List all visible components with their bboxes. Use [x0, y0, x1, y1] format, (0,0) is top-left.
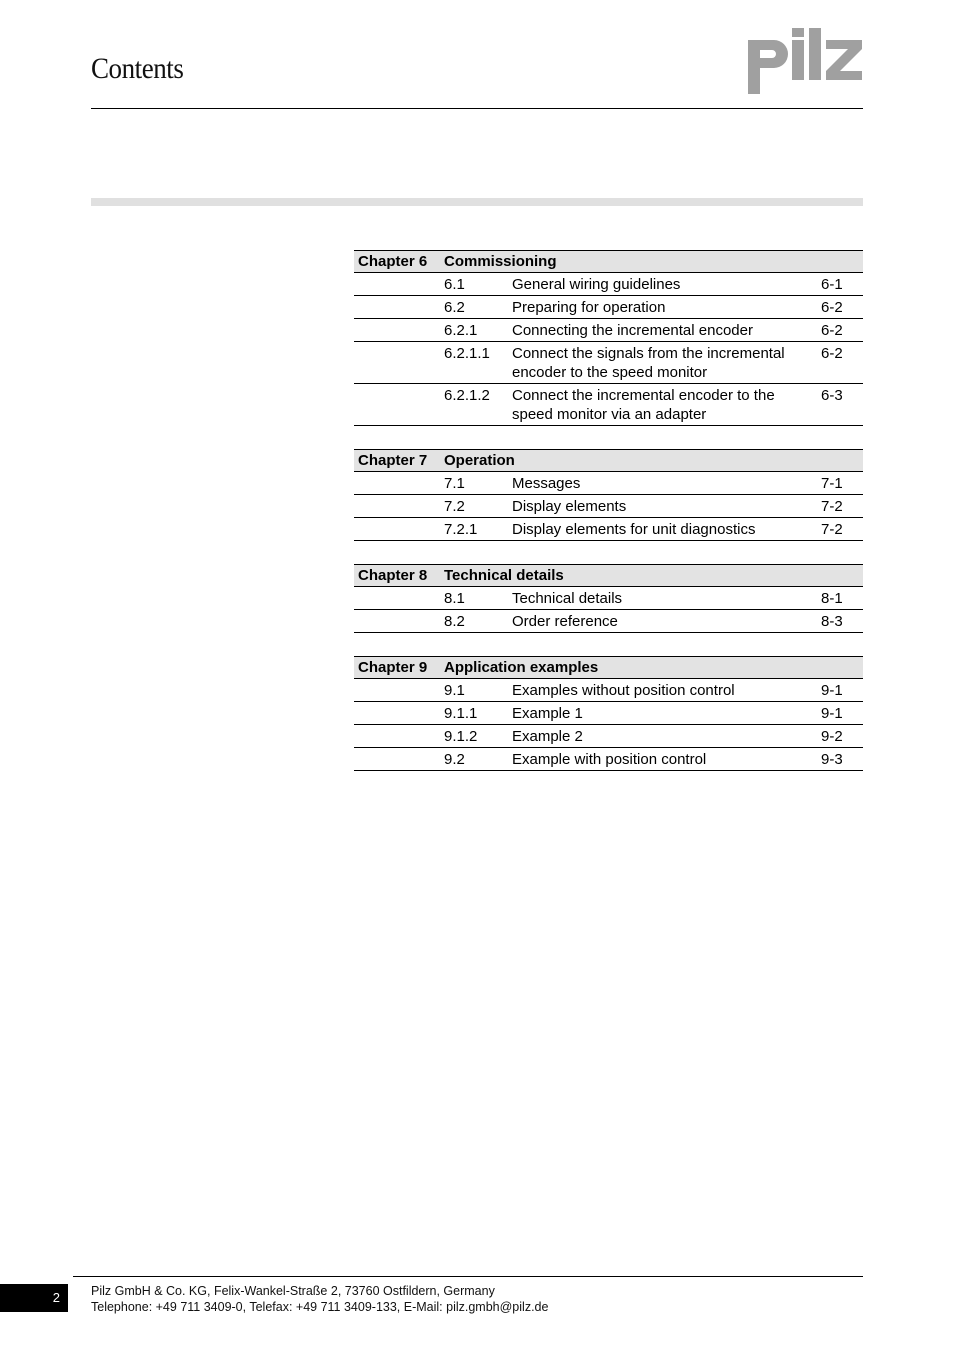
toc-entry-text: Example 1 — [508, 702, 817, 725]
toc-entry-text: Order reference — [508, 610, 817, 633]
toc-entry-page: 8-1 — [817, 587, 863, 610]
toc-entry-page: 9-1 — [817, 702, 863, 725]
page-title: Contents — [91, 52, 184, 85]
chapter-heading-row — [354, 565, 863, 587]
toc-entry-text: General wiring guidelines — [508, 273, 817, 296]
section-band — [91, 198, 863, 206]
toc-entry-number: 9.2 — [440, 748, 508, 771]
table-of-contents — [354, 250, 863, 794]
toc-entry-number: 6.2.1 — [440, 319, 508, 342]
toc-entry-spacer — [354, 273, 440, 296]
toc-entry-text: Connect the signals from the incremental encoder to the speed monitor — [508, 342, 817, 384]
toc-entry-row[interactable] — [354, 725, 863, 748]
toc-entry-page: 7-1 — [817, 472, 863, 495]
toc-entry-row[interactable] — [354, 296, 863, 319]
toc-entry-row[interactable] — [354, 610, 863, 633]
toc-entry-row[interactable] — [354, 518, 863, 541]
toc-entry-spacer — [354, 748, 440, 771]
toc-entry-row[interactable] — [354, 342, 863, 384]
toc-entry-page: 7-2 — [817, 518, 863, 541]
chapter-table — [354, 564, 863, 633]
toc-entry-text: Messages — [508, 472, 817, 495]
toc-entry-number: 6.2 — [440, 296, 508, 319]
toc-entry-spacer — [354, 296, 440, 319]
toc-entry-spacer — [354, 495, 440, 518]
pilz-logo — [746, 26, 866, 96]
chapter-title: Application examples — [440, 657, 863, 679]
toc-entry-text: Example with position control — [508, 748, 817, 771]
toc-entry-row[interactable] — [354, 384, 863, 426]
toc-entry-text: Example 2 — [508, 725, 817, 748]
toc-entry-page: 6-1 — [817, 273, 863, 296]
toc-entry-row[interactable] — [354, 273, 863, 296]
toc-entry-row[interactable] — [354, 748, 863, 771]
chapter-title: Operation — [440, 450, 863, 472]
chapter-title: Technical details — [440, 565, 863, 587]
toc-entry-row[interactable] — [354, 495, 863, 518]
toc-entry-spacer — [354, 518, 440, 541]
toc-entry-row[interactable] — [354, 472, 863, 495]
toc-entry-number: 7.1 — [440, 472, 508, 495]
footer-contact: Telephone: +49 711 3409-0, Telefax: +49 711 3409-133, E-Mail: pilz.gmbh@pilz.de — [91, 1300, 549, 1314]
toc-entry-number: 9.1 — [440, 679, 508, 702]
toc-entry-number: 8.2 — [440, 610, 508, 633]
toc-entry-spacer — [354, 587, 440, 610]
chapter-table — [354, 449, 863, 541]
toc-entry-page: 6-2 — [817, 296, 863, 319]
toc-entry-spacer — [354, 679, 440, 702]
chapter-heading-row — [354, 450, 863, 472]
header-rule — [91, 108, 863, 109]
toc-entry-number: 9.1.2 — [440, 725, 508, 748]
toc-entry-row[interactable] — [354, 679, 863, 702]
toc-entry-row[interactable] — [354, 702, 863, 725]
toc-entry-page: 6-2 — [817, 342, 863, 384]
chapter-label: Chapter 9 — [354, 657, 440, 679]
chapter-title: Commissioning — [440, 251, 863, 273]
toc-entry-number: 6.1 — [440, 273, 508, 296]
chapter-label: Chapter 7 — [354, 450, 440, 472]
toc-entry-page: 9-2 — [817, 725, 863, 748]
toc-entry-page: 9-3 — [817, 748, 863, 771]
toc-entry-number: 9.1.1 — [440, 702, 508, 725]
toc-entry-text: Display elements — [508, 495, 817, 518]
chapter-heading-row — [354, 251, 863, 273]
toc-entry-number: 7.2.1 — [440, 518, 508, 541]
toc-entry-row[interactable] — [354, 587, 863, 610]
toc-entry-spacer — [354, 342, 440, 384]
toc-entry-page: 8-3 — [817, 610, 863, 633]
toc-entry-spacer — [354, 472, 440, 495]
toc-entry-number: 8.1 — [440, 587, 508, 610]
chapter-label: Chapter 8 — [354, 565, 440, 587]
toc-entry-text: Display elements for unit diagnostics — [508, 518, 817, 541]
toc-entry-spacer — [354, 702, 440, 725]
toc-entry-text: Technical details — [508, 587, 817, 610]
chapter-table — [354, 656, 863, 771]
toc-entry-text: Examples without position control — [508, 679, 817, 702]
toc-entry-row[interactable] — [354, 319, 863, 342]
toc-entry-number: 6.2.1.1 — [440, 342, 508, 384]
chapter-label: Chapter 6 — [354, 251, 440, 273]
footer-text — [91, 1283, 548, 1315]
toc-entry-text: Preparing for operation — [508, 296, 817, 319]
toc-entry-page: 9-1 — [817, 679, 863, 702]
toc-entry-spacer — [354, 319, 440, 342]
footer-address: Pilz GmbH & Co. KG, Felix-Wankel-Straße 2, 73760 Ostfildern, Germany — [91, 1284, 495, 1298]
toc-entry-spacer — [354, 725, 440, 748]
toc-entry-page: 6-2 — [817, 319, 863, 342]
page-number: 2 — [0, 1284, 68, 1312]
toc-entry-page: 6-3 — [817, 384, 863, 426]
toc-entry-number: 7.2 — [440, 495, 508, 518]
toc-entry-page: 7-2 — [817, 495, 863, 518]
toc-entry-text: Connect the incremental encoder to the speed monitor via an adapter — [508, 384, 817, 426]
chapter-table — [354, 250, 863, 426]
toc-entry-text: Connecting the incremental encoder — [508, 319, 817, 342]
chapter-heading-row — [354, 657, 863, 679]
footer-rule — [73, 1276, 863, 1277]
toc-entry-number: 6.2.1.2 — [440, 384, 508, 426]
toc-entry-spacer — [354, 384, 440, 426]
toc-entry-spacer — [354, 610, 440, 633]
